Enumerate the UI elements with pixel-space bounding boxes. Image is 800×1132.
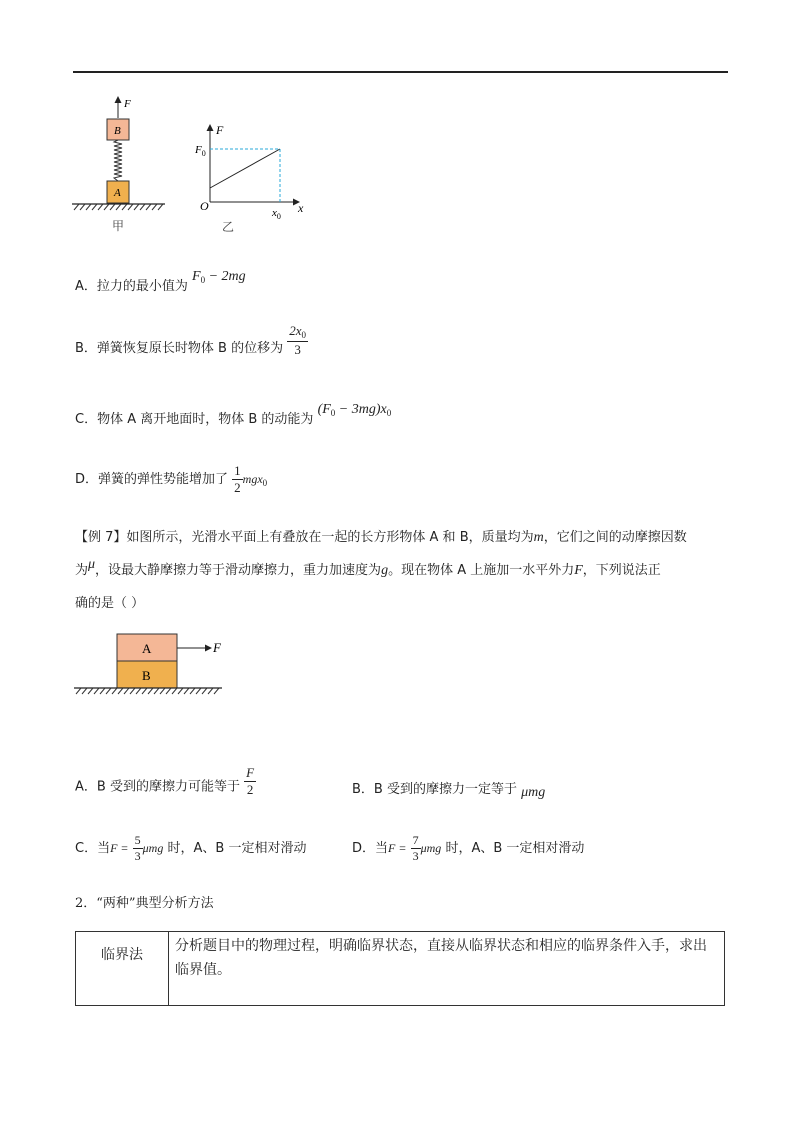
block-b-label: B [114, 125, 121, 137]
option-2d-rhs: μmg [420, 841, 442, 855]
option-2c-post: 时，A、B 一定相对滑动 [167, 841, 307, 856]
option-1b-text: B．弹簧恢复原长时物体 B 的位移为 [75, 341, 284, 357]
example7-line2-c: 。现在物体 A 上施加一水平外力 [388, 563, 575, 578]
option-1c [75, 402, 392, 438]
option-1a-f: F [192, 269, 201, 284]
block-b-bottom-label: B [142, 668, 151, 683]
table-content-line2: 临界值。 [175, 962, 231, 978]
example7-line1 [75, 523, 687, 553]
option-1c-expr-b: − 3mg)x [335, 402, 387, 417]
option-2b [352, 775, 545, 805]
f0-label: F [195, 144, 202, 156]
option-1c-expr-a: (F [317, 402, 331, 417]
option-2d-pre: D．当 [352, 841, 389, 856]
header-rule [73, 71, 728, 73]
example7-line1-end: ，它们之间的动摩擦因数 [543, 530, 687, 545]
option-1d [75, 464, 267, 498]
option-1c-text: C．物体 A 离开地面时，物体 B 的动能为 [75, 412, 314, 427]
example7-line3-text: 确的是（ ） [75, 596, 145, 611]
figure-yi [188, 118, 313, 238]
option-2d-num: 7 [412, 833, 419, 848]
ground-hatch [74, 204, 163, 210]
option-2d-post: 时，A、B 一定相对滑动 [445, 841, 585, 856]
section-title [75, 889, 214, 919]
option-2a-text: A．B 受到的摩擦力可能等于 [75, 779, 240, 795]
option-1b-num-sub: 0 [301, 330, 307, 340]
origin-label: O [200, 199, 209, 213]
example7-line2 [75, 556, 661, 586]
block-a-label: A [114, 187, 121, 199]
caption-jia: 甲 [112, 219, 125, 233]
table-content-line1: 分析题目中的物理过程，明确临界状态，直接从临界状态和相应的临界条件入手，求出 [175, 938, 707, 954]
option-2c-pre: C．当 [75, 841, 111, 856]
ground-hatch-2 [76, 688, 219, 694]
svg-text:x0 [271, 207, 281, 221]
option-1d-num: 1 [234, 463, 241, 479]
example7-line2-d: ，下列说法正 [582, 563, 661, 578]
svg-text:F0 [194, 144, 206, 158]
f0-sub: 0 [201, 149, 206, 158]
example7-line1-text: 【例 7】如图所示，光滑水平面上有叠放在一起的长方形物体 A 和 B，质量均为 [75, 530, 534, 545]
x-axis-label: x [298, 201, 304, 215]
x0-sub: 0 [276, 212, 281, 221]
option-1d-text: D．弹簧的弹性势能增加了 [75, 472, 229, 487]
method-table [75, 931, 725, 1006]
option-1a-expr: − 2mg [205, 269, 246, 284]
example7-line3 [75, 589, 144, 619]
table-label: 临界法 [101, 947, 143, 963]
table-row [76, 932, 725, 1006]
option-2a-den: 2 [246, 781, 254, 797]
example7-g: g [381, 563, 389, 578]
figure-stacked-blocks [72, 630, 232, 700]
option-2c-rhs: μmg [142, 841, 164, 855]
force-label: F [124, 98, 131, 110]
table-label-cell [76, 932, 169, 1006]
x0-label: x [272, 207, 277, 219]
spring [114, 140, 122, 181]
option-1d-den: 2 [234, 480, 241, 495]
option-2c [75, 833, 306, 864]
example7-f: F [574, 563, 583, 578]
section-title-text: 2．“两种”典型分析方法 [75, 896, 214, 911]
option-2d [352, 833, 584, 864]
option-2c-den: 3 [134, 849, 141, 863]
option-2d-den: 3 [412, 849, 419, 863]
option-2b-expr: μmg [521, 785, 546, 800]
option-1b [75, 323, 308, 365]
table-content-cell [169, 932, 725, 1006]
option-1d-tail-sub: 0 [262, 478, 268, 488]
example7-line2-a: 为 [75, 563, 89, 578]
graph-line [210, 149, 280, 188]
option-2b-text: B．B 受到的摩擦力一定等于 [352, 782, 517, 797]
option-1c-sub1: 0 [330, 408, 336, 418]
option-2a-num: F [246, 765, 255, 780]
option-1b-num: 2x [289, 323, 302, 338]
force-f-label: F [213, 640, 221, 655]
option-1c-sub2: 0 [386, 408, 392, 418]
example7-line2-b: ，设最大静摩擦力等于滑动摩擦力，重力加速度为 [95, 563, 382, 578]
option-1d-tail: mgx [242, 472, 263, 486]
option-2c-num: 5 [134, 833, 141, 848]
figure-jia [70, 90, 170, 240]
example7-m: m [533, 530, 544, 545]
option-1b-den: 3 [294, 342, 301, 358]
option-1a [75, 269, 246, 305]
option-2a [75, 765, 256, 803]
option-2c-lhs: F = [110, 841, 129, 855]
y-axis-label: F [216, 123, 224, 137]
example7-mu: μ [88, 557, 96, 572]
option-1a-text: A．拉力的最小值为 [75, 279, 188, 294]
caption-yi: 乙 [222, 220, 235, 234]
option-1a-sub: 0 [200, 275, 206, 285]
option-2d-lhs: F = [388, 841, 407, 855]
block-a-top-label: A [142, 641, 152, 656]
